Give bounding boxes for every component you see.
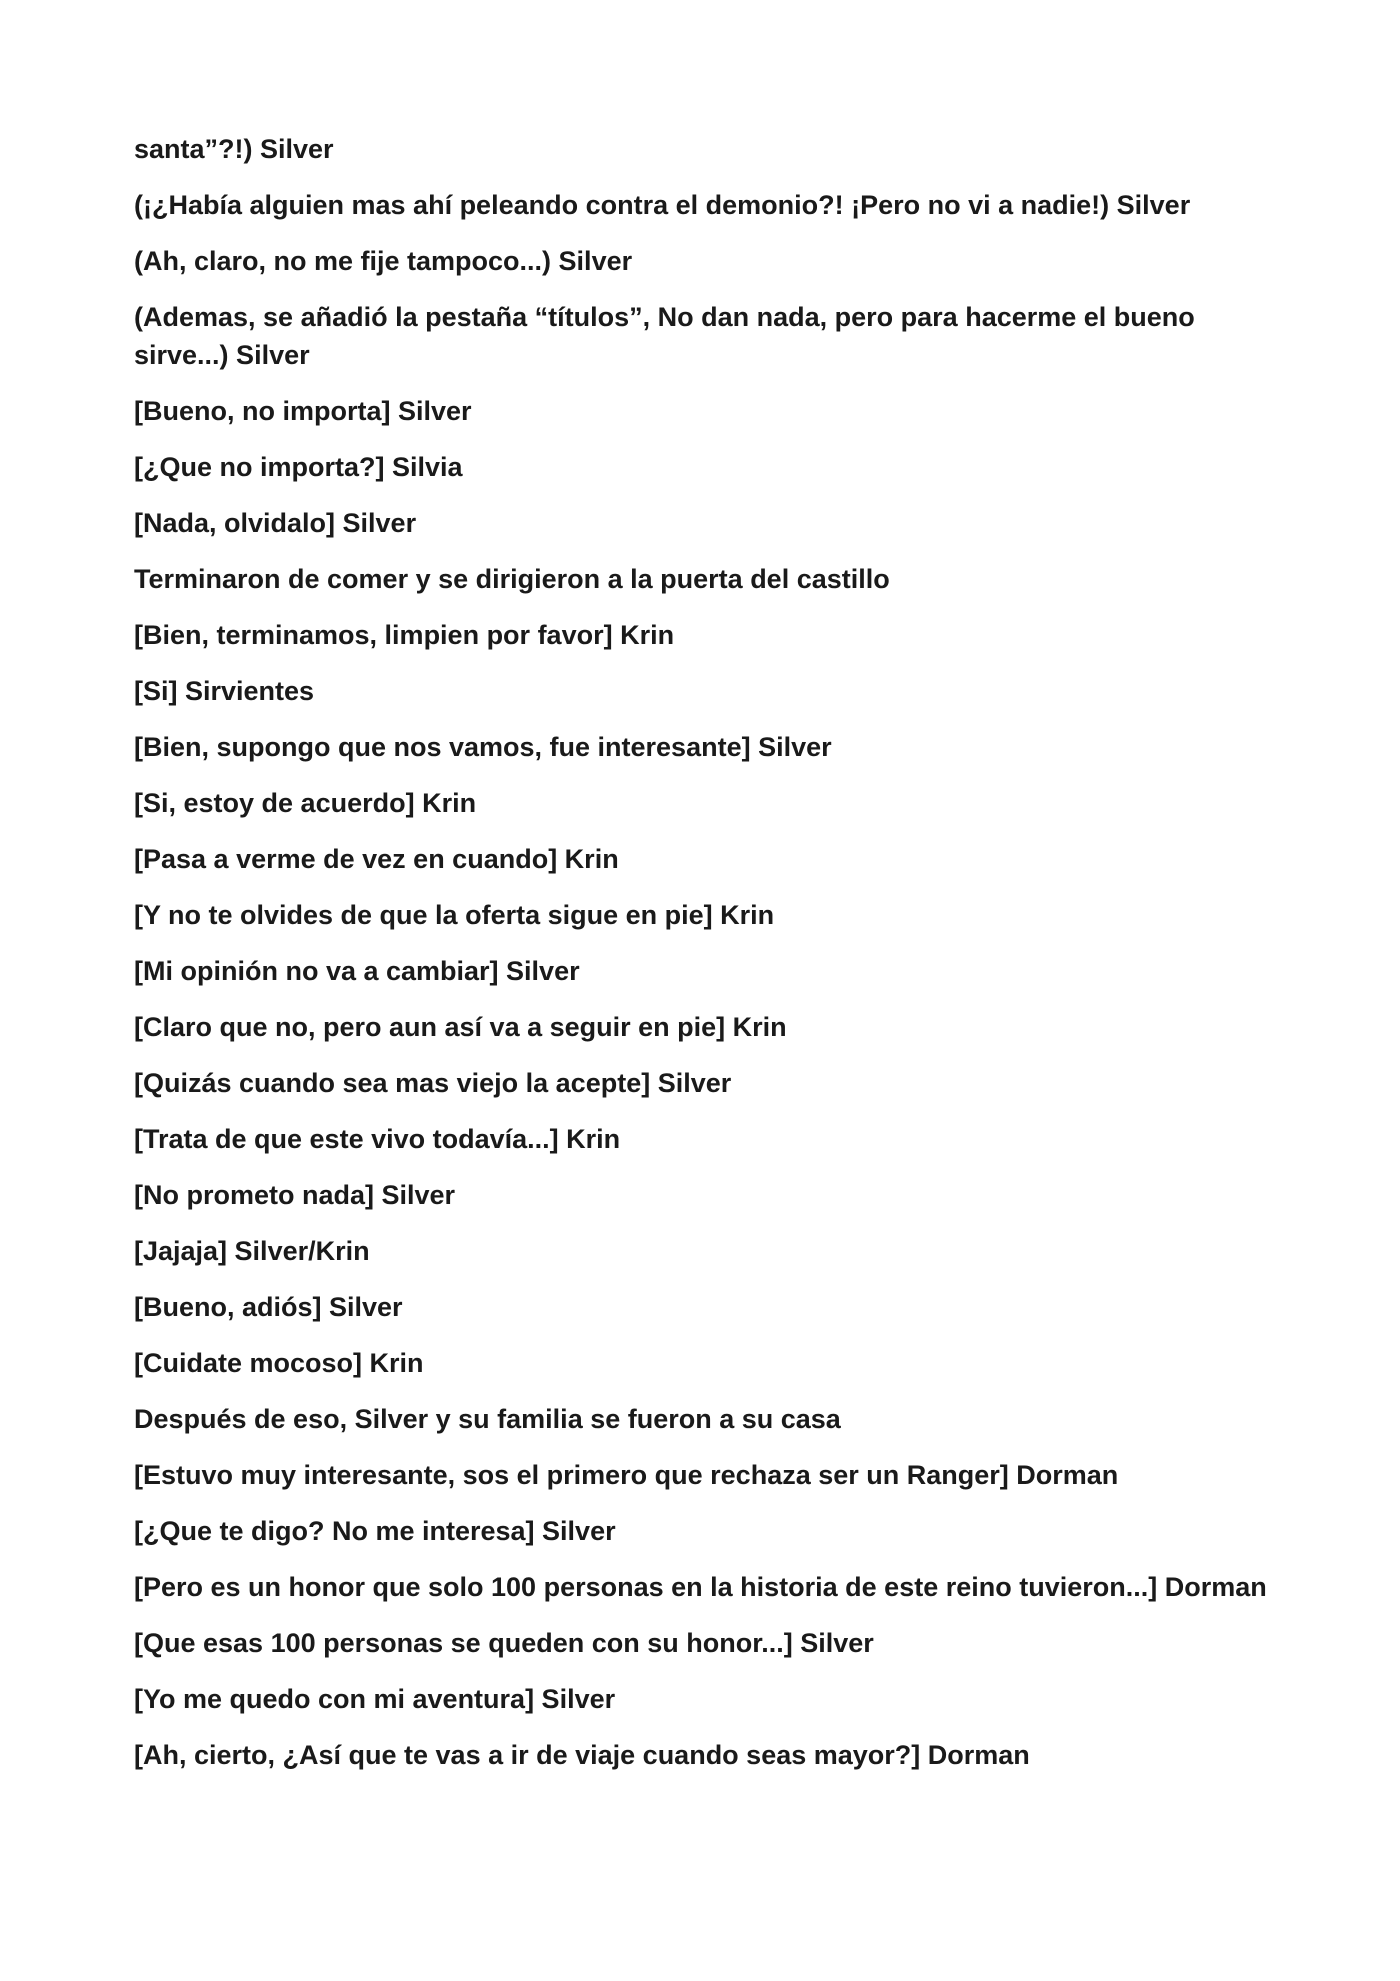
text-line: (Ah, claro, no me fije tampoco...) Silver <box>134 246 633 276</box>
text-line: (¡¿Había alguien mas ahí peleando contra el demonio?! ¡Pero no vi a nadie!) Silver <box>134 190 1191 220</box>
text-line: Después de eso, Silver y su familia se fueron a su casa <box>134 1404 841 1434</box>
text-line: [Y no te olvides de que la oferta sigue en pie] Krin <box>134 900 775 930</box>
text-line: [Bueno, no importa] Silver <box>134 396 472 426</box>
text-line: [Nada, olvidalo] Silver <box>134 508 417 538</box>
text-line: [Quizás cuando sea mas viejo la acepte] Silver <box>134 1068 732 1098</box>
document-body <box>134 130 1294 1792</box>
text-line: [No prometo nada] Silver <box>134 1180 456 1210</box>
text-line: santa”?!) Silver <box>134 134 334 164</box>
text-line: Terminaron de comer y se dirigieron a la puerta del castillo <box>134 564 890 594</box>
text-line: [Pasa a verme de vez en cuando] Krin <box>134 844 619 874</box>
text-line: [Bien, terminamos, limpien por favor] Krin <box>134 620 675 650</box>
text-line: [Bueno, adiós] Silver <box>134 1292 403 1322</box>
text-line: [Yo me quedo con mi aventura] Silver <box>134 1684 616 1714</box>
text-line: [Bien, supongo que nos vamos, fue interesante] Silver <box>134 732 832 762</box>
text-line: [¿Que te digo? No me interesa] Silver <box>134 1516 616 1546</box>
text-line: [Jajaja] Silver/Krin <box>134 1236 370 1266</box>
text-line: [Mi opinión no va a cambiar] Silver <box>134 956 580 986</box>
text-line: [¿Que no importa?] Silvia <box>134 452 463 482</box>
text-line: [Ah, cierto, ¿Así que te vas a ir de viaje cuando seas mayor?] Dorman <box>134 1740 1030 1770</box>
text-line: [Claro que no, pero aun así va a seguir en pie] Krin <box>134 1012 787 1042</box>
text-line: [Que esas 100 personas se queden con su honor...] Silver <box>134 1628 874 1658</box>
text-line: [Si, estoy de acuerdo] Krin <box>134 788 477 818</box>
text-line: [Estuvo muy interesante, sos el primero que rechaza ser un Ranger] Dorman <box>134 1460 1119 1490</box>
text-line: [Trata de que este vivo todavía...] Krin <box>134 1124 621 1154</box>
text-line: [Pero es un honor que solo 100 personas en la historia de este reino tuvieron...] Dorman <box>134 1572 1267 1602</box>
text-line: (Ademas, se añadió la pestaña “títulos”, No dan nada, pero para hacerme el bueno sirve...) Silver <box>134 302 1195 370</box>
text-line: [Cuidate mocoso] Krin <box>134 1348 424 1378</box>
text-line: [Si] Sirvientes <box>134 676 315 706</box>
